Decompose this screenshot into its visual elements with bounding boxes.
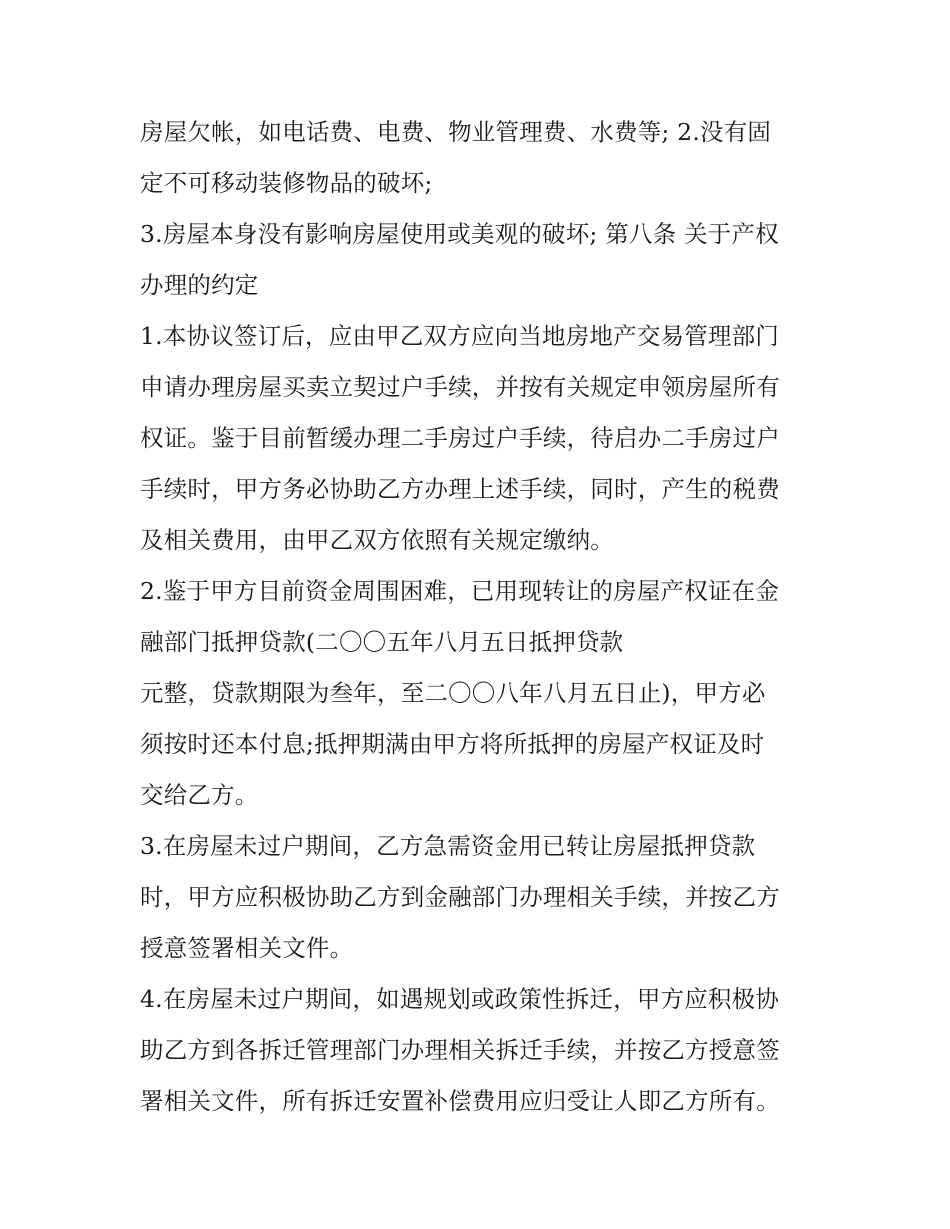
text-line: 署相关文件，所有拆迁安置补偿费用应归受让人即乙方所有。	[140, 1087, 780, 1115]
text-line: 定不可移动装修物品的破坏;	[140, 169, 433, 197]
text-line: 办理的约定	[140, 271, 259, 299]
text-line: 3.房屋本身没有影响房屋使用或美观的破坏; 第八条 关于产权	[140, 220, 779, 248]
text-line: 2.鉴于甲方目前资金周围困难，已用现转让的房屋产权证在金	[140, 577, 780, 605]
text-line: 交给乙方。	[140, 781, 259, 809]
text-line: 权证。鉴于目前暂缓办理二手房过户手续，待启办二手房过户	[140, 424, 780, 452]
text-line: 申请办理房屋买卖立契过户手续，并按有关规定申领房屋所有	[140, 373, 780, 401]
text-line: 及相关费用，由甲乙双方依照有关规定缴纳。	[140, 526, 614, 554]
document-body	[140, 107, 820, 1127]
text-line: 须按时还本付息;抵押期满由甲方将所抵押的房屋产权证及时	[140, 730, 765, 758]
text-line: 融部门抵押贷款(二〇〇五年八月五日抵押贷款	[140, 628, 624, 656]
text-line: 助乙方到各拆迁管理部门办理相关拆迁手续，并按乙方授意签	[140, 1036, 780, 1064]
text-line: 元整，贷款期限为叁年，至二〇〇八年八月五日止)，甲方必	[140, 679, 766, 707]
text-line: 1.本协议签订后，应由甲乙双方应向当地房地产交易管理部门	[140, 322, 780, 350]
text-line: 手续时，甲方务必协助乙方办理上述手续，同时，产生的税费	[140, 475, 780, 503]
text-line: 3.在房屋未过户期间，乙方急需资金用已转让房屋抵押贷款	[140, 832, 756, 860]
text-line: 时，甲方应积极协助乙方到金融部门办理相关手续，并按乙方	[140, 883, 780, 911]
text-line: 房屋欠帐，如电话费、电费、物业管理费、水费等; 2.没有固	[140, 118, 772, 146]
text-line: 4.在房屋未过户期间，如遇规划或政策性拆迁，甲方应积极协	[140, 985, 780, 1013]
text-line: 授意签署相关文件。	[140, 934, 354, 962]
